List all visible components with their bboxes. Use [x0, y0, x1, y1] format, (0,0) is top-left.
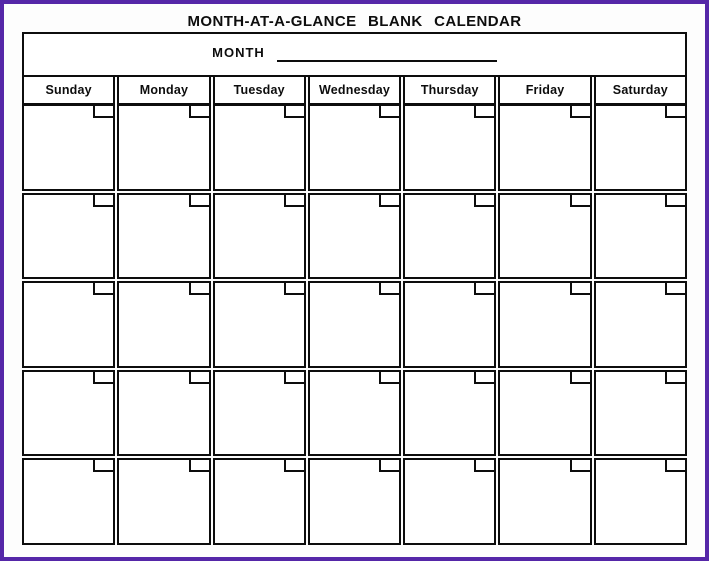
- date-box: [379, 104, 401, 118]
- calendar-cell: [213, 458, 306, 545]
- date-box: [93, 370, 115, 384]
- date-box: [570, 193, 592, 207]
- date-box: [474, 104, 496, 118]
- calendar-cell: [117, 281, 210, 368]
- day-header-saturday: Saturday: [594, 75, 687, 105]
- date-box: [284, 281, 306, 295]
- day-header-tuesday: Tuesday: [213, 75, 306, 105]
- date-box: [93, 281, 115, 295]
- calendar-cell: [308, 458, 401, 545]
- calendar-cell: [403, 193, 496, 280]
- calendar-cell: [117, 458, 210, 545]
- calendar-cell: [498, 458, 591, 545]
- day-header-thursday: Thursday: [403, 75, 496, 105]
- page-title: MONTH-AT-A-GLANCE BLANK CALENDAR: [187, 12, 522, 30]
- date-box: [93, 104, 115, 118]
- date-box: [379, 281, 401, 295]
- calendar-cell: [213, 370, 306, 457]
- calendar-cell: [308, 370, 401, 457]
- calendar-cell: [22, 458, 115, 545]
- calendar-cell: [308, 193, 401, 280]
- date-box: [665, 104, 687, 118]
- calendar-cell: [308, 104, 401, 191]
- calendar-cell: [22, 193, 115, 280]
- date-box: [93, 193, 115, 207]
- date-box: [474, 281, 496, 295]
- date-box: [189, 104, 211, 118]
- date-box: [379, 458, 401, 472]
- calendar-cell: [594, 370, 687, 457]
- month-fill-in-line: [277, 48, 497, 62]
- calendar-cell: [403, 458, 496, 545]
- day-header-row: [22, 75, 687, 105]
- date-box: [189, 458, 211, 472]
- date-box: [189, 281, 211, 295]
- date-box: [665, 458, 687, 472]
- calendar-cell: [594, 193, 687, 280]
- calendar-cell: [308, 281, 401, 368]
- date-box: [665, 193, 687, 207]
- calendar-cell: [117, 370, 210, 457]
- calendar-cell: [213, 193, 306, 280]
- date-box: [665, 370, 687, 384]
- date-box: [474, 458, 496, 472]
- date-box: [570, 104, 592, 118]
- calendar-cell: [22, 370, 115, 457]
- day-header-sunday: Sunday: [22, 75, 115, 105]
- calendar-cell: [594, 104, 687, 191]
- date-box: [570, 458, 592, 472]
- date-box: [284, 458, 306, 472]
- date-box: [379, 370, 401, 384]
- date-box: [284, 370, 306, 384]
- calendar-cell: [498, 193, 591, 280]
- date-box: [379, 193, 401, 207]
- date-box: [474, 370, 496, 384]
- day-header-wednesday: Wednesday: [308, 75, 401, 105]
- calendar-cell: [22, 281, 115, 368]
- calendar: [22, 32, 687, 545]
- calendar-cell: [403, 104, 496, 191]
- date-box: [189, 370, 211, 384]
- day-header-friday: Friday: [498, 75, 591, 105]
- day-header-monday: Monday: [117, 75, 210, 105]
- calendar-cell: [213, 104, 306, 191]
- calendar-cell: [22, 104, 115, 191]
- date-box: [570, 370, 592, 384]
- month-label: MONTH: [212, 45, 265, 60]
- date-box: [284, 193, 306, 207]
- date-box: [570, 281, 592, 295]
- calendar-cell: [117, 193, 210, 280]
- month-row: [22, 32, 687, 77]
- calendar-cell: [594, 458, 687, 545]
- date-box: [474, 193, 496, 207]
- date-box: [665, 281, 687, 295]
- calendar-cell: [498, 104, 591, 191]
- calendar-cell: [498, 281, 591, 368]
- calendar-cell: [213, 281, 306, 368]
- calendar-cell: [117, 104, 210, 191]
- calendar-cell: [403, 281, 496, 368]
- calendar-cell: [498, 370, 591, 457]
- date-box: [189, 193, 211, 207]
- date-box: [284, 104, 306, 118]
- calendar-cell: [403, 370, 496, 457]
- date-box: [93, 458, 115, 472]
- calendar-cell: [594, 281, 687, 368]
- calendar-grid: [22, 104, 687, 545]
